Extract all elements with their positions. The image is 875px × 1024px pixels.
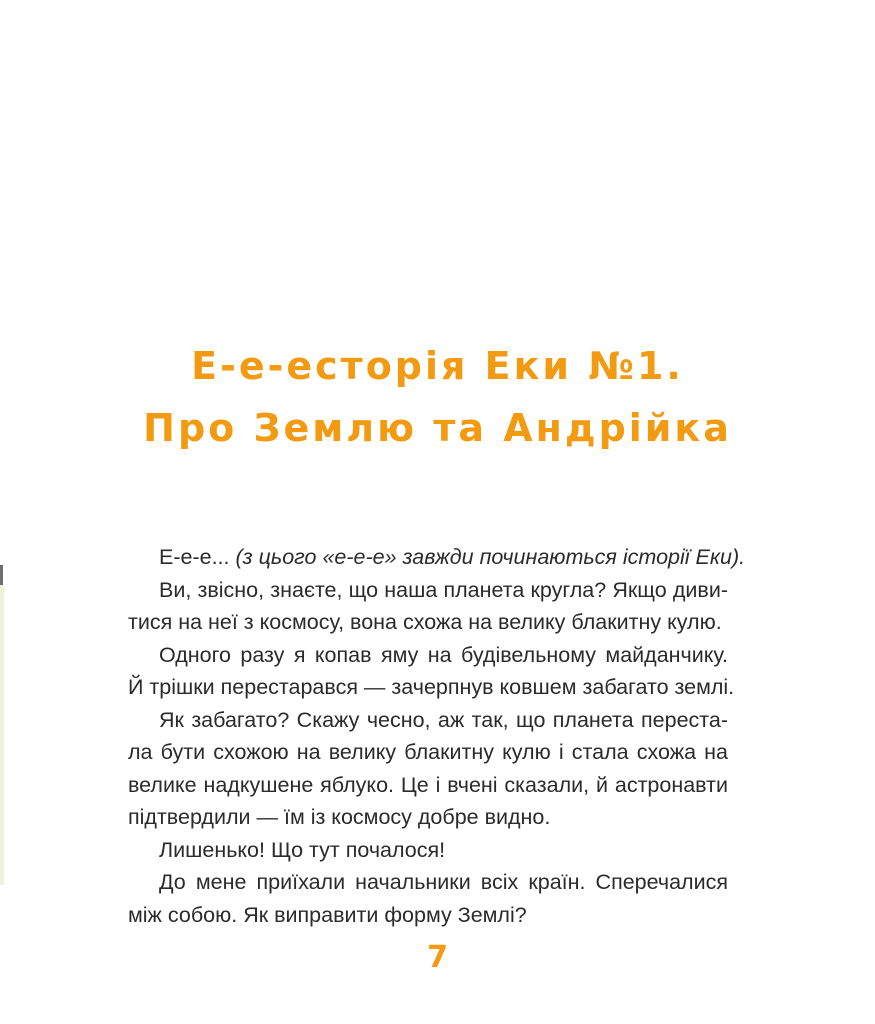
text-line: Одного разу я копав яму на будівельному майданчику. — [159, 642, 728, 667]
text-line: між собою. Як виправити форму Землі? — [128, 902, 527, 927]
intro-text: Е-е-е... — [159, 545, 236, 569]
text-line: тися на неї з космосу, вона схожа на велику блакитну кулю. — [128, 610, 722, 634]
intro-italic-note: (з цього «е-е-е» завжди починаються історії Еки). — [235, 545, 746, 569]
text-line: До мене приїхали начальники всіх країн. Сперечалися — [159, 870, 728, 894]
page-number: 7 — [427, 940, 448, 975]
text-line: Як забагато? Скажу чесно, аж так, що планета переста- — [159, 707, 728, 732]
chapter-title-line-1: Е-е-есторія Еки №1. — [191, 344, 684, 388]
paragraph-intro — [128, 541, 746, 574]
chapter-title — [0, 335, 875, 459]
chapter-title-line-2: Про Землю та Андрійка — [143, 406, 732, 450]
text-line: велике надкушене яблуко. Це і вчені сказали, й астронавти — [128, 772, 728, 797]
text-line: ла бути схожою на велику блакитну кулю і стала схожа на — [128, 740, 728, 764]
text-line: Лишенько! Що тут почалося! — [159, 837, 446, 862]
text-line: Й трішки перестарався — зачерпнув ковшем забагато землі. — [128, 675, 735, 699]
page-edge-mark — [0, 565, 3, 585]
text-line: підтвердили — їм із космосу добре видно. — [128, 805, 551, 829]
page-edge-tint — [0, 585, 4, 885]
story-text — [128, 541, 746, 931]
text-line: Ви, звісно, знаєте, що наша планета кругла? Якщо диви- — [159, 577, 728, 602]
